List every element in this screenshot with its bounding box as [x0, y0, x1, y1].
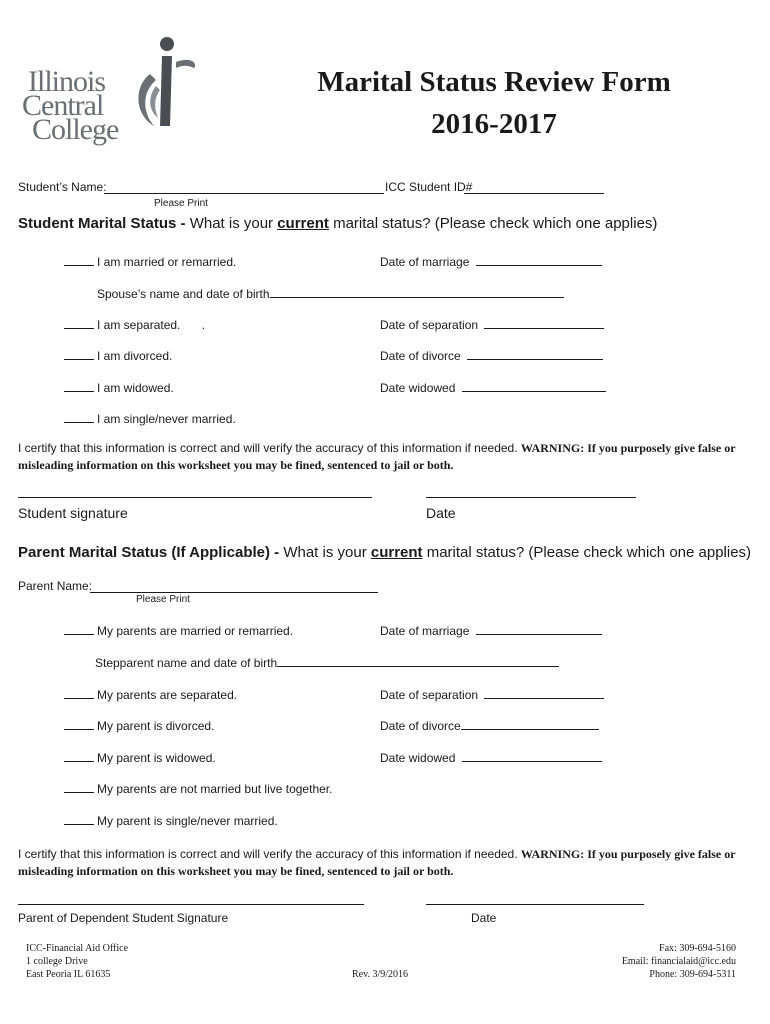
student-section-heading: [18, 215, 657, 232]
footer-office: ICC-Financial Aid Office: [26, 943, 129, 954]
parent-question-pre: What is your: [283, 544, 367, 561]
parent-date-field[interactable]: [426, 904, 644, 905]
student-name-field[interactable]: [104, 193, 384, 194]
parent-cert-text: I certify that this information is correct and will verify the accuracy of this information if needed.: [18, 847, 518, 861]
parent-signature-label: Parent of Dependent Student Signature: [18, 911, 229, 925]
parent-option-widowed-row: [64, 751, 216, 765]
parent-date-of-separation-row: [380, 688, 607, 702]
parent-option-divorced-label: My parent is divorced.: [97, 719, 215, 733]
option-widowed-row: [64, 381, 174, 395]
parent-date-widowed-label: Date widowed: [380, 751, 456, 765]
parent-date-of-divorce-field[interactable]: [461, 729, 599, 730]
option-separated-row: [64, 318, 205, 332]
date-of-separation-row: [380, 318, 607, 332]
parent-question-post: marital status? (Please check which one applies): [426, 544, 752, 561]
student-question-pre: What is your: [189, 215, 274, 232]
please-print-note: Please Print: [154, 198, 208, 209]
date-widowed-label: Date widowed: [380, 381, 456, 395]
parent-option-together-row: [64, 782, 332, 796]
parent-check-blank-widowed[interactable]: [64, 761, 94, 762]
student-question-current: current: [277, 215, 329, 232]
check-blank-widowed[interactable]: [64, 391, 94, 392]
parent-date-label: Date: [471, 911, 497, 925]
option-divorced-label: I am divorced.: [97, 349, 173, 363]
parent-name-label: Parent Name:: [18, 579, 93, 593]
footer-email: Email: financialaid@icc.edu: [621, 956, 736, 967]
logo-line-1: Illinois: [28, 65, 106, 98]
parent-option-together-label: My parents are not married but live together.: [97, 782, 333, 796]
stepparent-row: [95, 656, 562, 670]
student-cert-text: I certify that this information is correct and will verify the accuracy of this information if needed.: [18, 441, 518, 455]
parent-name-field[interactable]: [90, 592, 378, 593]
date-of-marriage-label: Date of marriage: [380, 255, 470, 269]
check-blank-divorced[interactable]: [64, 359, 94, 360]
parent-date-of-marriage-label: Date of marriage: [380, 624, 470, 638]
student-signature-label: Student signature: [18, 505, 128, 521]
option-married-row: [64, 255, 236, 269]
parent-check-blank-married[interactable]: [64, 634, 94, 635]
date-of-marriage-field[interactable]: [476, 265, 602, 266]
option-married-label: I am married or remarried.: [97, 255, 237, 269]
spouse-label: Spouse’s name and date of birth: [97, 287, 270, 301]
parent-check-blank-together[interactable]: [64, 792, 94, 793]
parent-option-separated-label: My parents are separated.: [97, 688, 238, 702]
student-date-field[interactable]: [426, 497, 636, 498]
parent-option-married-row: [64, 624, 293, 638]
parent-certification: [18, 846, 758, 880]
logo-line-2: Central: [22, 89, 104, 122]
parent-please-print-note: Please Print: [136, 594, 190, 605]
date-of-divorce-field[interactable]: [467, 359, 603, 360]
student-section-title: Student Marital Status -: [18, 215, 186, 232]
student-signature-field[interactable]: [18, 497, 372, 498]
footer-contact: [622, 942, 736, 981]
option-widowed-label: I am widowed.: [97, 381, 174, 395]
form-year: 2016-2017: [431, 108, 557, 140]
stepparent-field[interactable]: [277, 666, 559, 667]
parent-section-heading: [18, 544, 751, 561]
student-question-post: marital status? (Please check which one applies): [333, 215, 658, 232]
student-certification: [18, 440, 758, 474]
parent-date-of-divorce-row: [380, 719, 602, 733]
student-id-label: ICC Student ID#: [385, 180, 473, 194]
date-of-divorce-label: Date of divorce: [380, 349, 461, 363]
date-of-separation-label: Date of separation: [380, 318, 479, 332]
parent-section-title: Parent Marital Status (If Applicable) -: [18, 544, 280, 561]
option-single-row: [64, 412, 236, 426]
parent-option-single-row: [64, 814, 278, 828]
separated-dot: .: [201, 318, 206, 332]
check-blank-separated[interactable]: [64, 328, 94, 329]
date-widowed-row: [380, 381, 609, 395]
parent-date-widowed-row: [380, 751, 605, 765]
check-blank-single[interactable]: [64, 422, 94, 423]
check-blank-married[interactable]: [64, 265, 94, 266]
parent-check-blank-divorced[interactable]: [64, 729, 94, 730]
logo-emblem-icon: [120, 34, 200, 134]
logo-line-3: College: [32, 113, 119, 146]
spouse-row: [97, 287, 567, 301]
footer-phone: Phone: 309-694-5311: [649, 969, 736, 980]
option-separated-label: I am separated.: [97, 318, 181, 332]
student-warning: WARNING: If you purposely give false or misleading information on this worksheet you may be fined, sentenced to jail or both.: [18, 441, 736, 472]
spouse-field[interactable]: [270, 297, 564, 298]
parent-question-current: current: [370, 544, 423, 561]
option-divorced-row: [64, 349, 172, 363]
stepparent-label: Stepparent name and date of birth: [95, 656, 278, 670]
parent-check-blank-separated[interactable]: [64, 698, 94, 699]
date-of-separation-field[interactable]: [484, 328, 604, 329]
parent-date-of-marriage-field[interactable]: [476, 634, 602, 635]
parent-option-married-label: My parents are married or remarried.: [97, 624, 294, 638]
date-of-divorce-row: [380, 349, 606, 363]
student-name-label: Student’s Name:: [18, 180, 107, 194]
parent-date-widowed-field[interactable]: [462, 761, 602, 762]
parent-check-blank-single[interactable]: [64, 824, 94, 825]
student-date-label: Date: [426, 505, 456, 521]
student-id-field[interactable]: [464, 193, 604, 194]
footer-city: East Peoria IL 61635: [26, 969, 111, 980]
parent-date-of-separation-field[interactable]: [484, 698, 604, 699]
form-title: Marital Status Review Form: [317, 66, 671, 98]
footer-revision: Rev. 3/9/2016: [352, 969, 409, 980]
parent-date-of-separation-label: Date of separation: [380, 688, 479, 702]
footer-fax: Fax: 309-694-5160: [659, 943, 736, 954]
option-single-label: I am single/never married.: [97, 412, 236, 426]
date-of-marriage-row: [380, 255, 605, 269]
parent-date-of-divorce-label: Date of divorce: [380, 719, 461, 733]
parent-signature-field[interactable]: [18, 904, 364, 905]
parent-option-single-label: My parent is single/never married.: [97, 814, 278, 828]
parent-warning: WARNING: If you purposely give false or misleading information on this worksheet you may be fined, sentenced to jail or both.: [18, 847, 736, 878]
parent-date-of-marriage-row: [380, 624, 605, 638]
college-logo: [20, 34, 200, 152]
parent-option-widowed-label: My parent is widowed.: [97, 751, 216, 765]
footer-street: 1 college Drive: [26, 956, 88, 967]
parent-option-divorced-row: [64, 719, 214, 733]
parent-option-separated-row: [64, 688, 237, 702]
footer-address: [26, 942, 128, 981]
date-widowed-field[interactable]: [462, 391, 606, 392]
